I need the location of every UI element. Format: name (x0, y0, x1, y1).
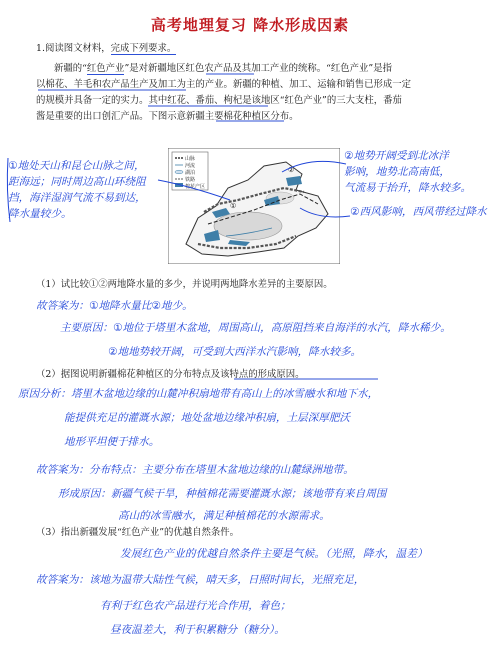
note-line: 气流易于抬升，降水较多。 (344, 182, 472, 194)
q2-analysis-3: 地形平坦便于排水。 (64, 436, 160, 448)
red-industry-term: 红色产业 (86, 63, 125, 74)
material-text: 新疆的“ (54, 63, 87, 74)
q2-analysis-1 (18, 386, 378, 402)
question-task: 完成下列要求。 (110, 43, 177, 54)
q2-analysis-2: 能提供充足的灌溉水源；地处盆地边缘冲积扇，土层深厚肥沃 (64, 412, 351, 424)
analysis-label: 原因分析： (18, 388, 71, 400)
q3-answer-3: 昼夜温差大，利于积累糖分（糖分）。 (110, 624, 285, 636)
legend-mountain: 山脉 (185, 156, 196, 162)
annotation-arrows (150, 156, 360, 236)
q1-reason-2: ②地地势较开阔，可受到大西洋水汽影响，降水较多。 (108, 346, 362, 358)
reason-text: ①地位于塔里木盆地，周围高山，高原阻挡来自海洋的水汽，降水稀少。 (112, 322, 451, 334)
material-paragraph-3: 的规模并具备一定的实力。其中红花、番茄、枸杞是该地区“红色产业”的三大支柱，番茄 (36, 95, 402, 106)
q1-reason-1 (60, 320, 451, 336)
handwritten-note-right-2: ②西风影响，西风带经过降水 (350, 206, 487, 218)
question-label: 1.阅读图文材料， (36, 43, 111, 54)
note-left-bracket (4, 154, 172, 226)
legend-cotton: 棉花产区 (185, 184, 206, 190)
q1-answer (36, 298, 193, 314)
material-paragraph-4: 酱是重要的出口创汇产品。下图示意新疆主要棉花种植区分布。 (36, 111, 299, 122)
answer-label: 故答案为： (36, 300, 89, 312)
note-line: 距海远；同时周边高山环绕阻 (8, 176, 146, 188)
q2-stem-underline (232, 376, 382, 382)
handwritten-note-right (344, 148, 471, 196)
answer-label: 故答案为： (36, 464, 89, 476)
q3-answer-2: 有利于红色农产品进行光合作用，着色； (100, 600, 291, 612)
note-line: ②地势开阔受到北冰洋 (344, 150, 449, 162)
intro-underline-marks (36, 72, 486, 132)
q3-note: 发展红色产业的优越自然条件主要是气候。（光照，降水，温差） (120, 547, 428, 560)
q1-stem: （1）试比较①②两地降水量的多少，并说明两地降水差异的主要原因。 (36, 279, 333, 290)
q3-answer-1 (36, 572, 364, 588)
answer-text: ①地降水量比②地少。 (88, 300, 193, 312)
answer-text: 该地为温带大陆性气候，晴天多，日照时间长，光照充足， (88, 574, 365, 586)
question-header (36, 42, 480, 57)
q2-stem: （2）据图说明新疆棉花种植区的分布特点及该特点的形成原因。 (36, 369, 305, 380)
material-paragraph-2: 以棉花、羊毛和农产品生产及加工为主的产业。新疆的种植、加工、运输和销售已形成一定 (36, 79, 412, 90)
answer-label: 故答案为： (36, 574, 89, 586)
legend-lake: 湖泊 (185, 170, 196, 176)
answer-text: 分布特点：主要分布在塔里木盆地边缘的山麓绿洲地带。 (88, 464, 354, 476)
svg-text:①: ① (230, 203, 237, 210)
q2-cause-2: 高山的冰雪融水，满足种植棉花的水源需求。 (118, 510, 330, 522)
note-line: 降水量较少。 (8, 208, 72, 220)
cause-text: 新疆气候干旱，种植棉花需要灌溉水源；该地带有来自周围 (110, 488, 387, 500)
svg-text:②: ② (288, 167, 295, 174)
page-title: 高考地理复习 降水形成因素 (150, 16, 350, 34)
legend-rail: 铁路 (185, 177, 196, 183)
note-line: 影响，地势北高南低， (344, 166, 450, 178)
note-line: ①地处天山和昆仑山脉之间， (8, 160, 145, 172)
cause-label: 形成原因： (58, 488, 111, 500)
q2-cause-1 (58, 486, 386, 502)
analysis-text: 塔里木盆地边缘的山麓冲积扇地带有高山上的冰雪融水和地下水， (70, 388, 379, 400)
q2-answer-1 (36, 462, 354, 478)
q3-stem: （3）指出新疆发展“红色产业”的优越自然条件。 (36, 527, 240, 538)
legend-river: 河流 (185, 163, 196, 169)
material-text: ”是对新疆地区红色农产品及其加工产业的统称。“红色产业”是指 (124, 63, 392, 74)
note-line: 挡，海洋湿润气流不易到达， (8, 192, 146, 204)
reason-label: 主要原因： (60, 322, 113, 334)
